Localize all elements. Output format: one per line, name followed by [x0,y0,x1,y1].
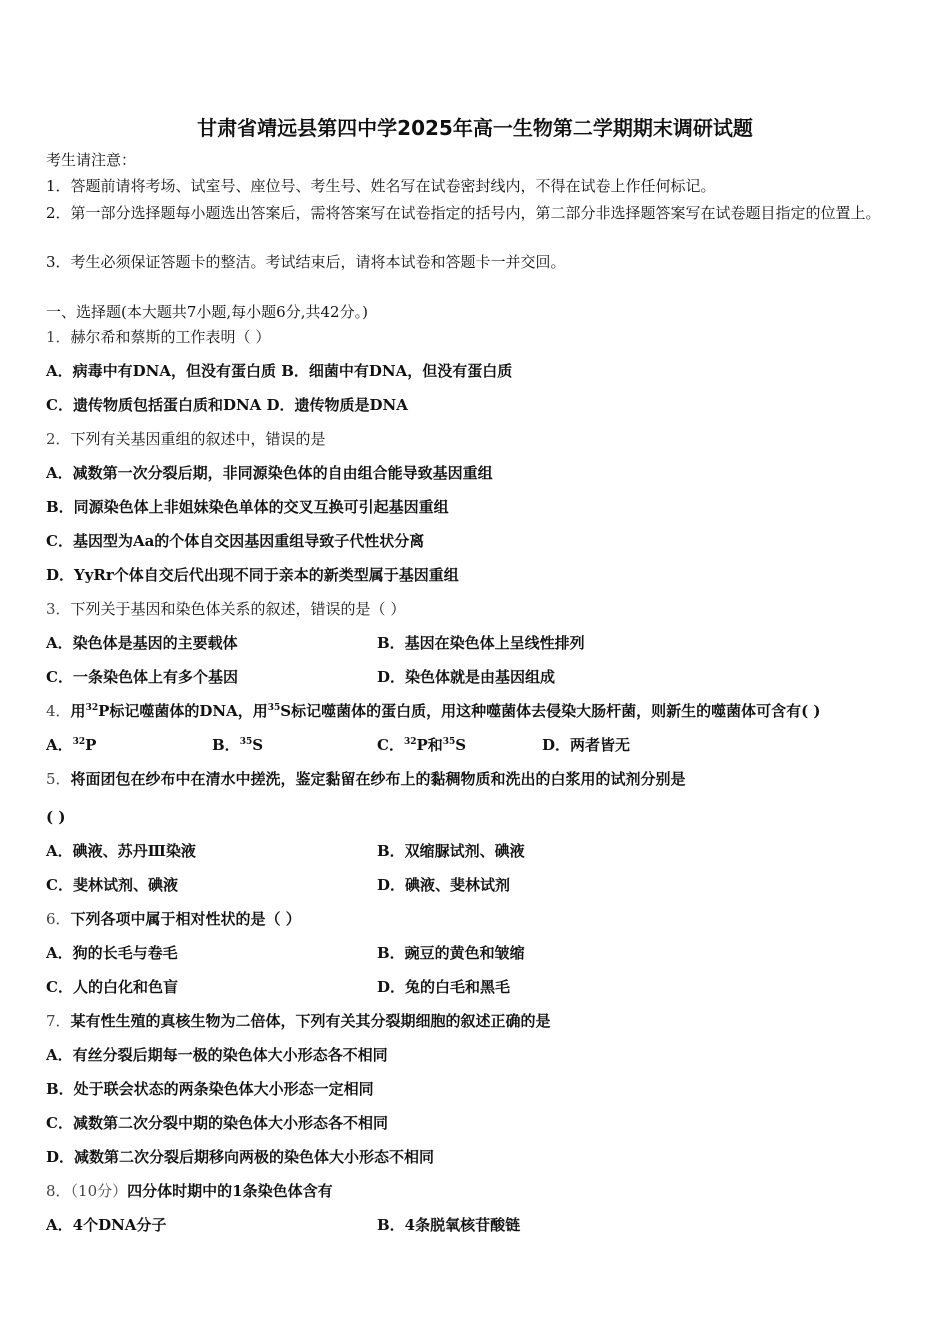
q3-option-d: D．染色体就是由基因组成 [377,668,556,686]
q5-answer-paren: ( ) [46,808,66,826]
q8-option-b: B．4条脱氧核苷酸链 [377,1216,521,1234]
question-number: 2． [46,430,71,448]
q5-option-c: C．斐林试剂、碘液 [46,876,178,894]
q1-options-row-2: C．遗传物质包括蛋白质和DNA D．遗传物质是DNA [46,396,408,414]
question-stem: 将面团包在纱布中在清水中搓洗，鉴定黏留在纱布上的黏稠物质和洗出的白浆用的试剂分别是 [70,770,686,788]
option-text: P [85,736,97,754]
question-6 [46,909,301,929]
option-label: A． [46,736,73,754]
superscript: 35 [442,737,456,747]
question-stem-part: P标记噬菌体的DNA，用 [98,702,268,720]
question-number: 8． [46,1182,71,1200]
q4-option-d: D．两者皆无 [542,736,631,754]
notice-item-3: 3．考生必须保证答题卡的整洁。考试结束后，请将本试卷和答题卡一并交回。 [46,253,566,271]
question-number: 3． [46,600,71,618]
question-number: 7． [46,1012,71,1030]
q7-option-c: C．减数第二次分裂中期的染色体大小形态各不相同 [46,1114,388,1132]
q7-option-d: D．减数第二次分裂后期移向两极的染色体大小形态不相同 [46,1148,435,1166]
q2-option-d: D．YyRr个体自交后代出现不同于亲本的新类型属于基因重组 [46,566,459,584]
q8-option-a: A．4个DNA分子 [46,1216,167,1234]
option-text: P和 [416,736,443,754]
option-label: C． [377,736,404,754]
superscript: 32 [403,737,417,747]
superscript: 32 [72,737,86,747]
notice-item-2: 2．第一部分选择题每小题选出答案后，需将答案写在试卷指定的括号内，第二部分非选择题答案写在试卷题目指定的位置上。 [46,204,881,222]
q5-option-d: D．碘液、斐林试剂 [377,876,511,894]
superscript: 32 [85,703,99,713]
question-stem: 下列关于基因和染色体关系的叙述，错误的是（ ） [70,600,406,618]
q4-option-b [212,735,263,755]
section-heading: 一、选择题(本大题共7小题,每小题6分,共42分。) [46,303,368,321]
q7-option-a: A．有丝分裂后期每一极的染色体大小形态各不相同 [46,1046,388,1064]
question-8 [46,1181,333,1201]
question-4 [46,701,821,721]
question-number: 4． [46,702,71,720]
q5-option-a: A．碘液、苏丹Ⅲ染液 [46,842,196,860]
q3-option-c: C．一条染色体上有多个基因 [46,668,238,686]
superscript: 35 [239,737,253,747]
q6-option-d: D．兔的白毛和黑毛 [377,978,511,996]
question-7 [46,1011,551,1031]
q2-option-c: C．基因型为Aa的个体自交因基因重组导致子代性状分离 [46,532,425,550]
question-stem-part: S标记噬菌体的蛋白质，用这种噬菌体去侵染大肠杆菌，则新生的噬菌体可含有( ) [280,702,821,720]
question-number: 5． [46,770,71,788]
q4-option-c [377,735,466,755]
q6-option-c: C．人的白化和色盲 [46,978,178,996]
q6-option-a: A．狗的长毛与卷毛 [46,944,178,962]
question-number: 1． [46,328,71,346]
q2-option-a: A．减数第一次分裂后期，非同源染色体的自由组合能导致基因重组 [46,464,493,482]
question-3 [46,599,405,619]
question-stem-part: 用 [70,702,86,720]
q1-options-row-1: A．病毒中有DNA，但没有蛋白质 B．细菌中有DNA，但没有蛋白质 [46,362,513,380]
notice-item-1: 1．答题前请将考场、试室号、座位号、考生号、姓名写在试卷密封线内，不得在试卷上作任何标记。 [46,177,716,195]
question-stem: 某有性生殖的真核生物为二倍体，下列有关其分裂期细胞的叙述正确的是 [70,1012,551,1030]
question-1 [46,327,270,347]
question-stem: 赫尔希和蔡斯的工作表明（ ） [70,328,271,346]
question-5 [46,769,686,789]
superscript: 35 [267,703,281,713]
q6-option-b: B．豌豆的黄色和皱缩 [377,944,525,962]
q3-option-b: B．基因在染色体上呈线性排列 [377,634,585,652]
question-score: （10分） [70,1182,128,1200]
question-number: 6． [46,910,71,928]
q4-option-a [46,735,96,755]
notice-heading: 考生请注意： [46,151,137,169]
q2-option-b: B．同源染色体上非姐妹染色单体的交叉互换可引起基因重组 [46,498,449,516]
option-label: B． [212,736,240,754]
question-stem: 下列有关基因重组的叙述中，错误的是 [70,430,326,448]
question-stem: 下列各项中属于相对性状的是（ ） [70,910,301,928]
q3-option-a: A．染色体是基因的主要载体 [46,634,238,652]
option-text: S [455,736,467,754]
q5-option-b: B．双缩脲试剂、碘液 [377,842,525,860]
question-2 [46,429,326,449]
option-text: S [252,736,264,754]
question-stem: 四分体时期中的1条染色体含有 [127,1182,333,1200]
page-title: 甘肃省靖远县第四中学2025年高一生物第二学期期末调研试题 [197,116,753,140]
q7-option-b: B．处于联会状态的两条染色体大小形态一定相同 [46,1080,374,1098]
